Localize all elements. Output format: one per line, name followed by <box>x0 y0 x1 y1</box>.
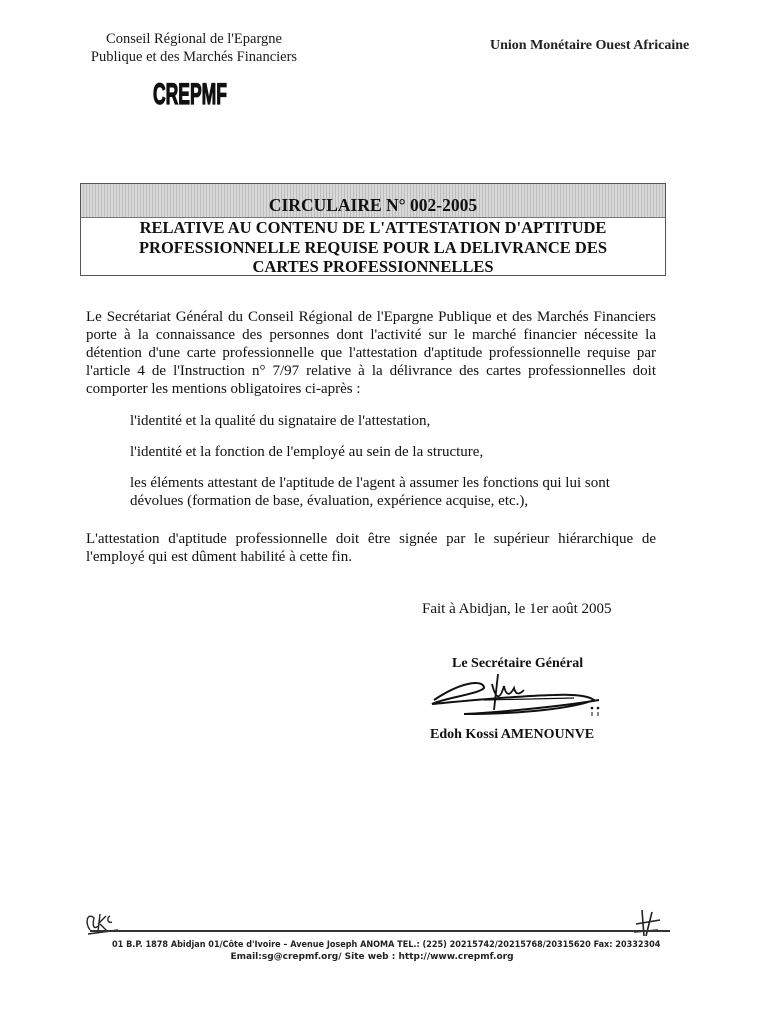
mention-item: l'identité et la fonction de l'employé au sein de la structure, <box>130 444 484 460</box>
circular-subject-line2: PROFESSIONNELLE REQUISE POUR LA DELIVRANCE DES <box>138 237 608 257</box>
circular-number: CIRCULAIRE N° 002-2005 <box>268 195 478 215</box>
footer-divider <box>90 930 670 932</box>
mention-item: les éléments attestant de l'aptitude de l'agent à assumer les fonctions qui lui sont dévolues (formation de base, évaluation, expérience acquise, etc.), <box>130 475 610 509</box>
handwritten-signature <box>424 670 624 730</box>
circular-subject <box>91 218 655 277</box>
footer-address: 01 B.P. 1878 Abidjan 01/Côte d'Ivoire – Avenue Joseph ANOMA TEL.: (225) 20215742/20215768/20315620 Fax: 20332304 <box>112 940 661 950</box>
circular-title-box <box>80 183 666 276</box>
initials-mark-right <box>632 906 662 940</box>
signatory-name: Edoh Kossi AMENOUNVE <box>430 727 595 742</box>
place-and-date: Fait à Abidjan, le 1er août 2005 <box>422 601 612 617</box>
organization-name-line2: Publique et des Marchés Financiers <box>90 49 298 65</box>
circular-subject-line3: CARTES PROFESSIONNELLES <box>252 257 494 276</box>
circular-subject-line1: RELATIVE AU CONTENU DE L'ATTESTATION D'APTITUDE <box>139 218 607 237</box>
intro-paragraph: Le Secrétariat Général du Conseil Régional de l'Epargne Publique et des Marchés Financiers porte à la connaissance des personnes dont l'activité sur le marché financier nécessite la détention d'une carte professionnelle que l'attestation d'aptitude professionnelle requise par l'article 4 de l'Instruction n° 7/97 relative à la délivrance des cartes professionnelles doit comporter les mentions obligatoires ci-après : <box>86 309 656 397</box>
crepmf-logo <box>150 74 230 114</box>
mention-item: l'identité et la qualité du signataire de l'attestation, <box>130 413 431 429</box>
logo-text: CREPMF <box>153 76 227 111</box>
initials-mark-left <box>82 904 122 944</box>
signatory-title: Le Secrétaire Général <box>452 656 584 671</box>
footer-contact: Email:sg@crepmf.org/ Site web : http://www.crepmf.org <box>230 952 514 962</box>
organization-name <box>84 30 304 66</box>
conclusion-paragraph: L'attestation d'aptitude professionnelle doit être signée par le supérieur hiérarchique de l'employé qui est dûment habilité à cette fin. <box>86 531 656 565</box>
union-name: Union Monétaire Ouest Africaine <box>490 38 690 53</box>
organization-name-line1: Conseil Régional de l'Epargne <box>106 31 282 47</box>
